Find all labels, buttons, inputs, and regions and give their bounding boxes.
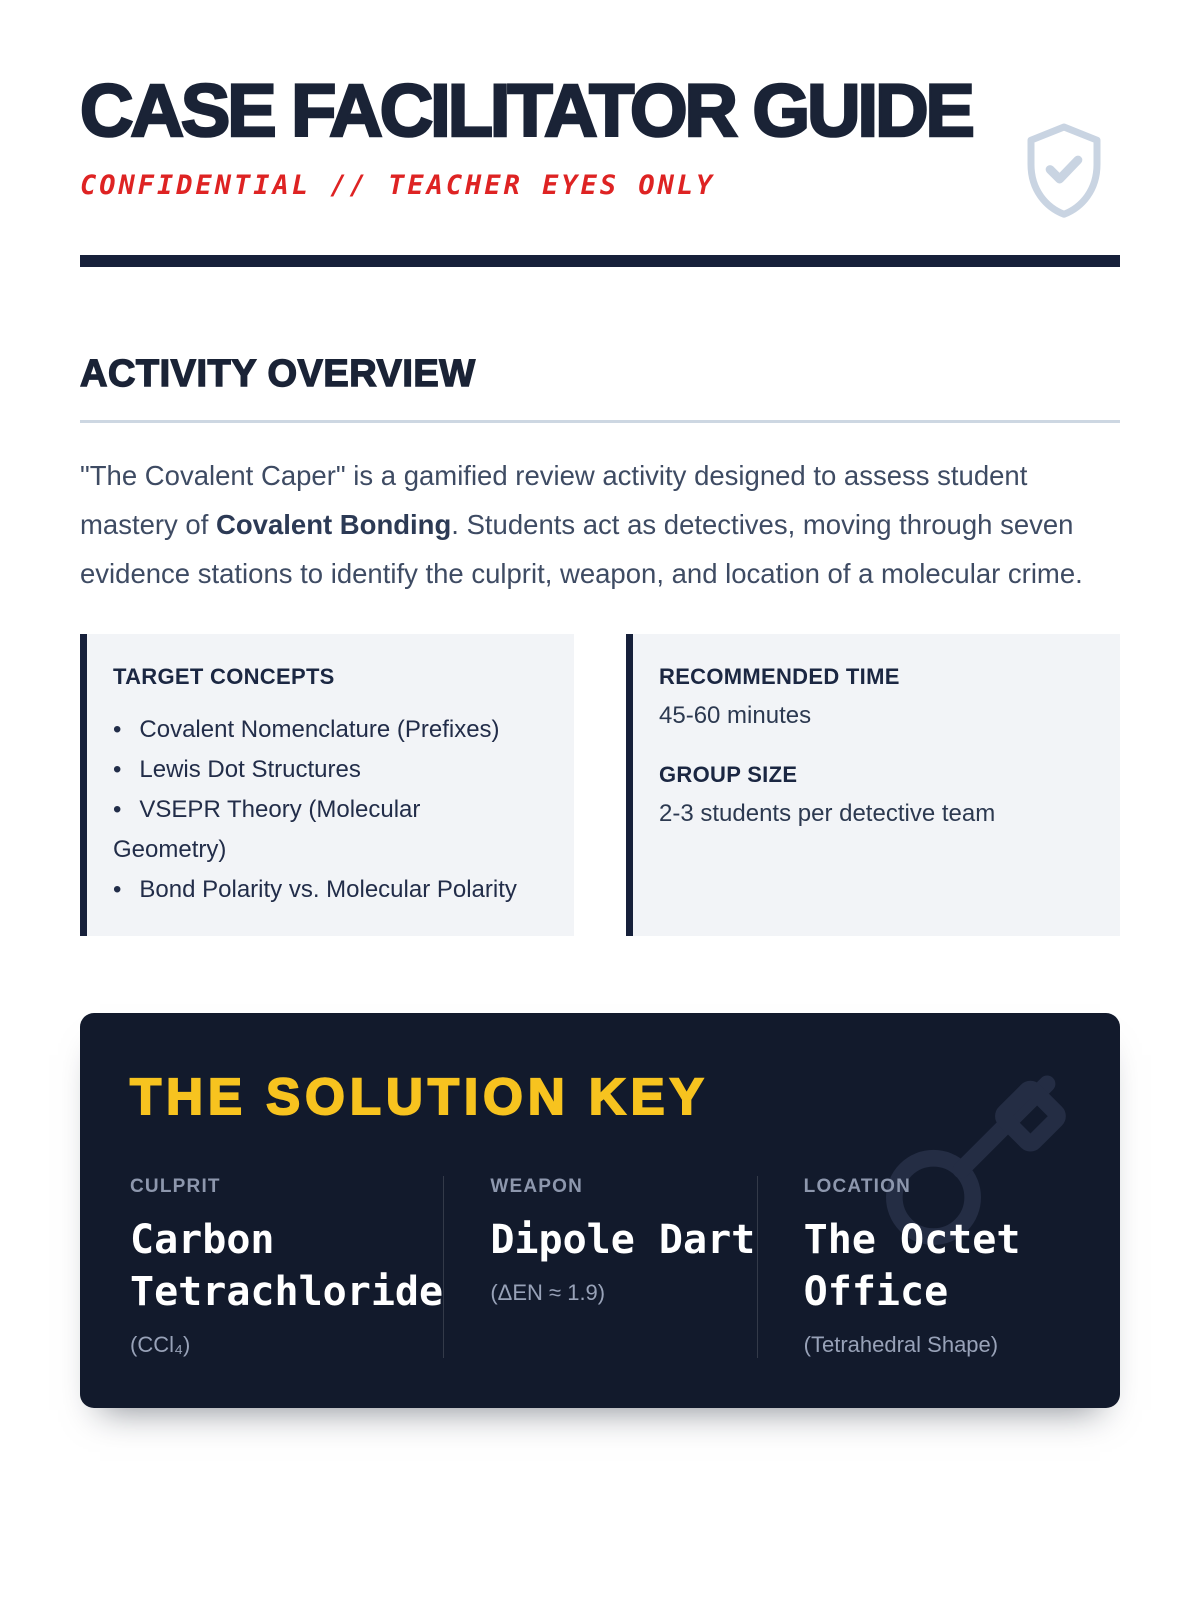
target-concepts-list xyxy=(113,710,556,910)
overview-text-bold: Covalent Bonding xyxy=(216,509,452,540)
logistics-box xyxy=(626,634,1120,936)
activity-overview-section xyxy=(80,353,1120,598)
recommended-time-value: 45-60 minutes xyxy=(659,702,812,729)
recommended-time-label: RECOMMENDED TIME xyxy=(659,664,900,689)
solution-key-card xyxy=(80,1013,1120,1408)
culprit-value: Carbon Tetrachloride xyxy=(130,1217,444,1315)
shield-check-icon xyxy=(1020,119,1108,228)
overview-text-before: "The Covalent Caper" is a gamified review activity designed to assess student mastery of xyxy=(80,460,1028,540)
solution-key-title: THE SOLUTION KEY xyxy=(130,1068,709,1125)
weapon-value: Dipole Dart xyxy=(490,1217,756,1263)
list-item: • Covalent Nomenclature (Prefixes) xyxy=(113,710,556,750)
target-concepts-box xyxy=(80,634,574,936)
target-concepts-title: TARGET CONCEPTS xyxy=(113,664,335,689)
location-column xyxy=(757,1176,1070,1358)
document-header xyxy=(80,0,1120,267)
location-label: LOCATION xyxy=(803,1176,912,1197)
confidential-banner: CONFIDENTIAL // TEACHER EYES ONLY xyxy=(80,170,716,201)
location-value: The Octet Office xyxy=(803,1217,1021,1315)
culprit-label: CULPRIT xyxy=(130,1176,221,1197)
overview-paragraph xyxy=(80,451,1120,598)
page-title: CASE FACILITATOR GUIDE xyxy=(80,69,972,152)
culprit-note: (CCl₄) xyxy=(130,1332,191,1357)
weapon-label: WEAPON xyxy=(490,1176,584,1197)
weapon-note: (ΔEN ≈ 1.9) xyxy=(490,1280,606,1305)
weapon-column xyxy=(443,1176,756,1358)
list-item: • VSEPR Theory (Molecular Geometry) xyxy=(113,790,443,870)
info-boxes xyxy=(80,634,1120,936)
solution-key-columns xyxy=(130,1176,1070,1386)
location-note: (Tetrahedral Shape) xyxy=(803,1332,999,1357)
list-item: • Lewis Dot Structures xyxy=(113,750,556,790)
group-size-value: 2-3 students per detective team xyxy=(659,800,996,827)
header-divider xyxy=(80,255,1120,267)
overview-text-after: . Students act as detectives, moving through seven evidence stations to identify the culprit, weapon, and location of a molecular crime. xyxy=(80,509,1083,589)
group-size-label: GROUP SIZE xyxy=(659,762,798,787)
list-item: • Bond Polarity vs. Molecular Polarity xyxy=(113,870,556,910)
section-heading: ACTIVITY OVERVIEW xyxy=(80,353,1120,423)
culprit-column xyxy=(130,1176,443,1358)
